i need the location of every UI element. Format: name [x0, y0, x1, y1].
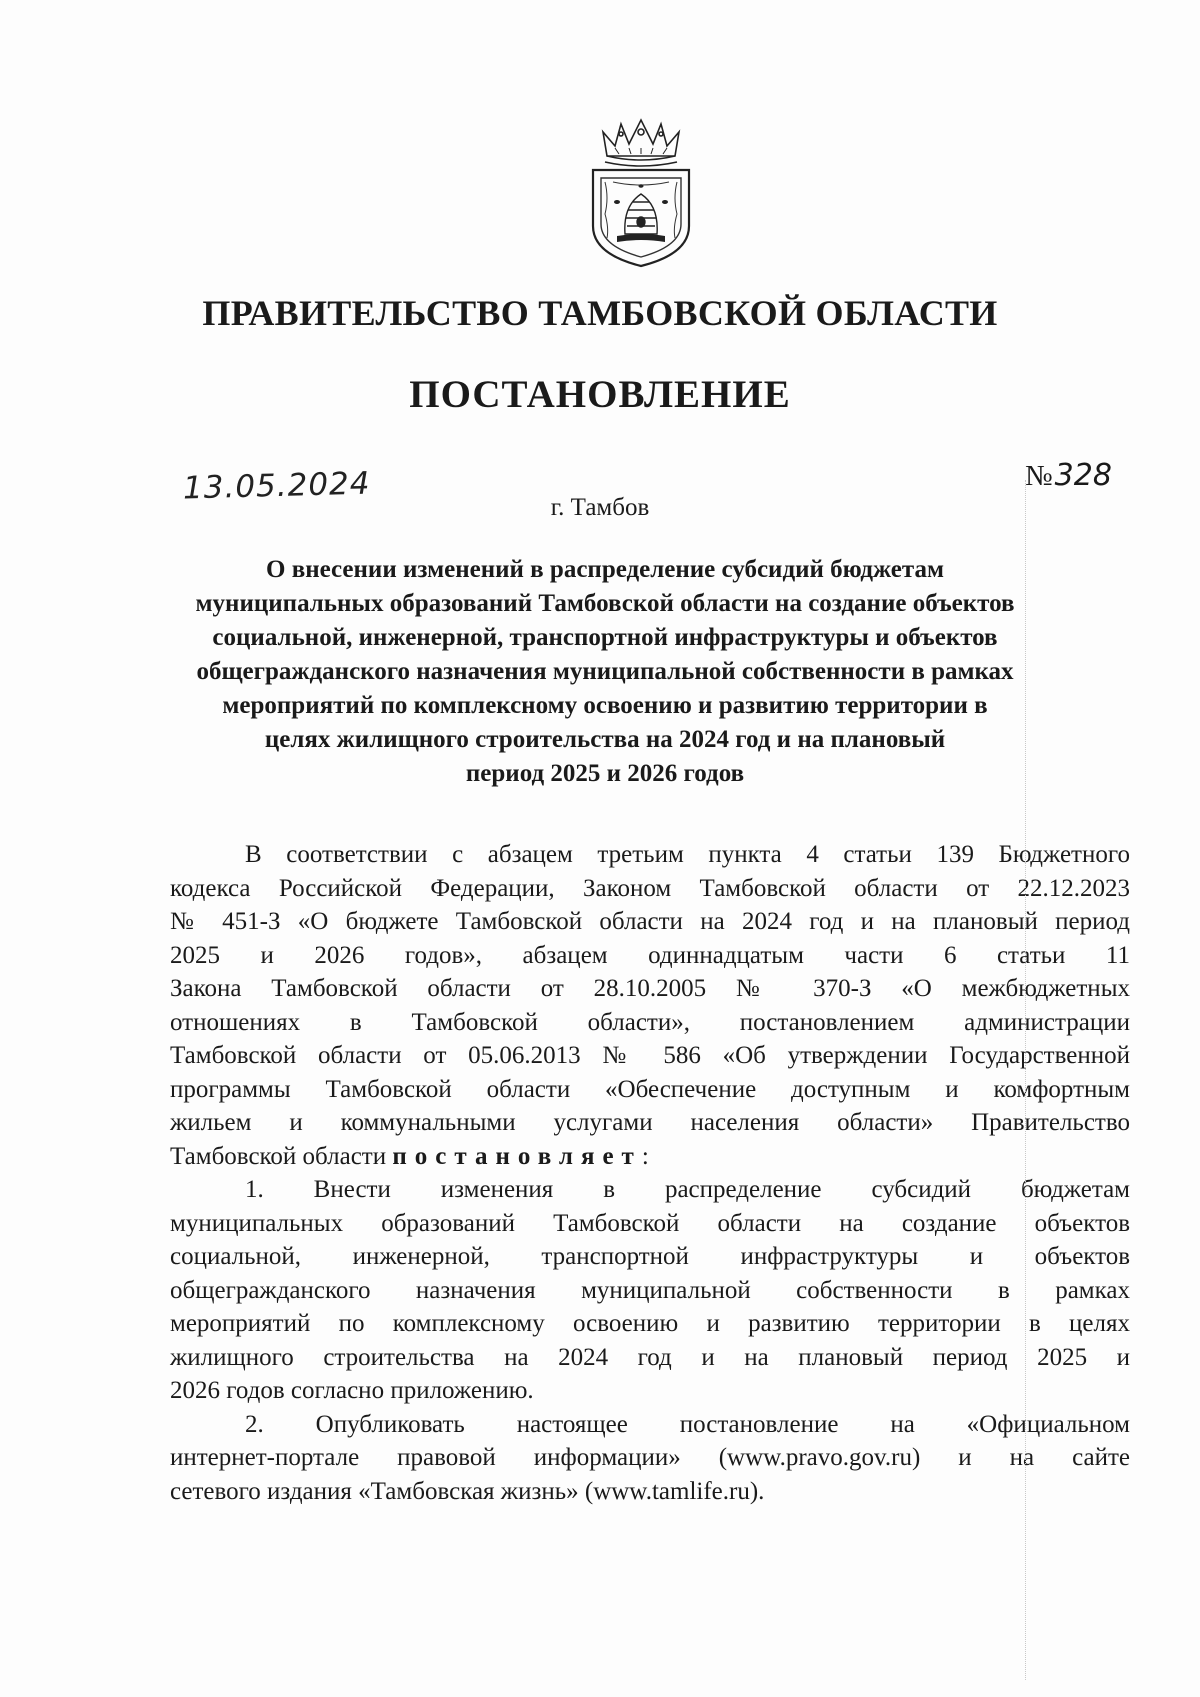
body-line: [170, 1140, 1130, 1174]
title-line: период 2025 и 2026 годов: [465, 760, 745, 787]
scan-margin-artifact: [1025, 480, 1028, 1680]
body-line: жильем и коммунальными услугами населения области» Правительство: [170, 1109, 1130, 1136]
title-line: целях жилищного строительства на 2024 год и на плановый: [264, 726, 946, 753]
body-line: кодекса Российской Федерации, Законом Тамбовской области от 22.12.2023: [170, 874, 1130, 902]
resolution-suffix: :: [641, 1142, 649, 1170]
title-line: общегражданского назначения муниципальной собственности в рамках: [196, 658, 1014, 685]
body-line: В соответствии с абзацем третьим пункта 4 статьи 139 Бюджетного: [245, 841, 1130, 868]
preamble-paragraph: [170, 838, 1130, 1173]
number-value: 328: [1054, 458, 1112, 493]
body-line: № 451-З «О бюджете Тамбовской области на 2024 год и на плановый период: [170, 908, 1130, 935]
body-line: Тамбовской области от 05.06.2013 № 586 «Об утверждении Государственной: [170, 1042, 1130, 1069]
body-line: жилищного строительства на 2024 год и на плановый период 2025 и: [170, 1343, 1130, 1371]
title-line: мероприятий по комплексному освоению и развитию территории в: [222, 692, 988, 719]
coat-of-arms-icon: [585, 118, 697, 268]
body-line: муниципальных образований Тамбовской области на создание объектов: [170, 1209, 1130, 1237]
organization-name: ПРАВИТЕЛЬСТВО ТАМБОВСКОЙ ОБЛАСТИ: [202, 293, 998, 333]
city-name: г. Тамбов: [550, 494, 650, 521]
title-line: социальной, инженерной, транспортной инфраструктуры и объектов: [212, 624, 998, 651]
resolves-word: постановляет: [392, 1142, 642, 1170]
document-number: [1025, 458, 1112, 493]
body-line: 1. Внести изменения в распределение субсидий бюджетам: [245, 1176, 1130, 1203]
document-title: [170, 553, 1040, 791]
number-label: №: [1025, 460, 1053, 492]
item-2-paragraph: [170, 1408, 1130, 1509]
body-line: 2026 годов согласно приложению.: [170, 1377, 534, 1404]
body-line: сетевого издания «Тамбовская жизнь» (www.tamlife.ru).: [170, 1477, 765, 1505]
body-line: интернет-портале правовой информации» (www.pravo.gov.ru) и на сайте: [170, 1444, 1130, 1471]
body-line: мероприятий по комплексному освоению и развитию территории в целях: [170, 1310, 1130, 1337]
document-date: 13.05.2024: [182, 465, 371, 507]
item-1-paragraph: [170, 1173, 1130, 1408]
body-line: отношениях в Тамбовской области», постановлением администрации: [170, 1008, 1130, 1036]
body-line: общегражданского назначения муниципальной собственности в рамках: [170, 1276, 1130, 1304]
body-line: 2025 и 2026 годов», абзацем одиннадцатым части 6 статьи 11: [170, 941, 1130, 969]
resolution-prefix: Тамбовской области: [170, 1142, 393, 1170]
document-type: ПОСТАНОВЛЕНИЕ: [409, 373, 791, 416]
body-line: 2. Опубликовать настоящее постановление на «Официальном: [245, 1410, 1130, 1438]
body-line: социальной, инженерной, транспортной инфраструктуры и объектов: [170, 1243, 1130, 1270]
title-line: муниципальных образований Тамбовской области на создание объектов: [195, 590, 1015, 617]
body-line: программы Тамбовской области «Обеспечение доступным и комфортным: [170, 1075, 1130, 1103]
body-line: Закона Тамбовской области от 28.10.2005 № 370-З «О межбюджетных: [170, 975, 1130, 1002]
document-body: [170, 838, 1130, 1508]
title-line: О внесении изменений в распределение субсидий бюджетам: [266, 556, 944, 583]
